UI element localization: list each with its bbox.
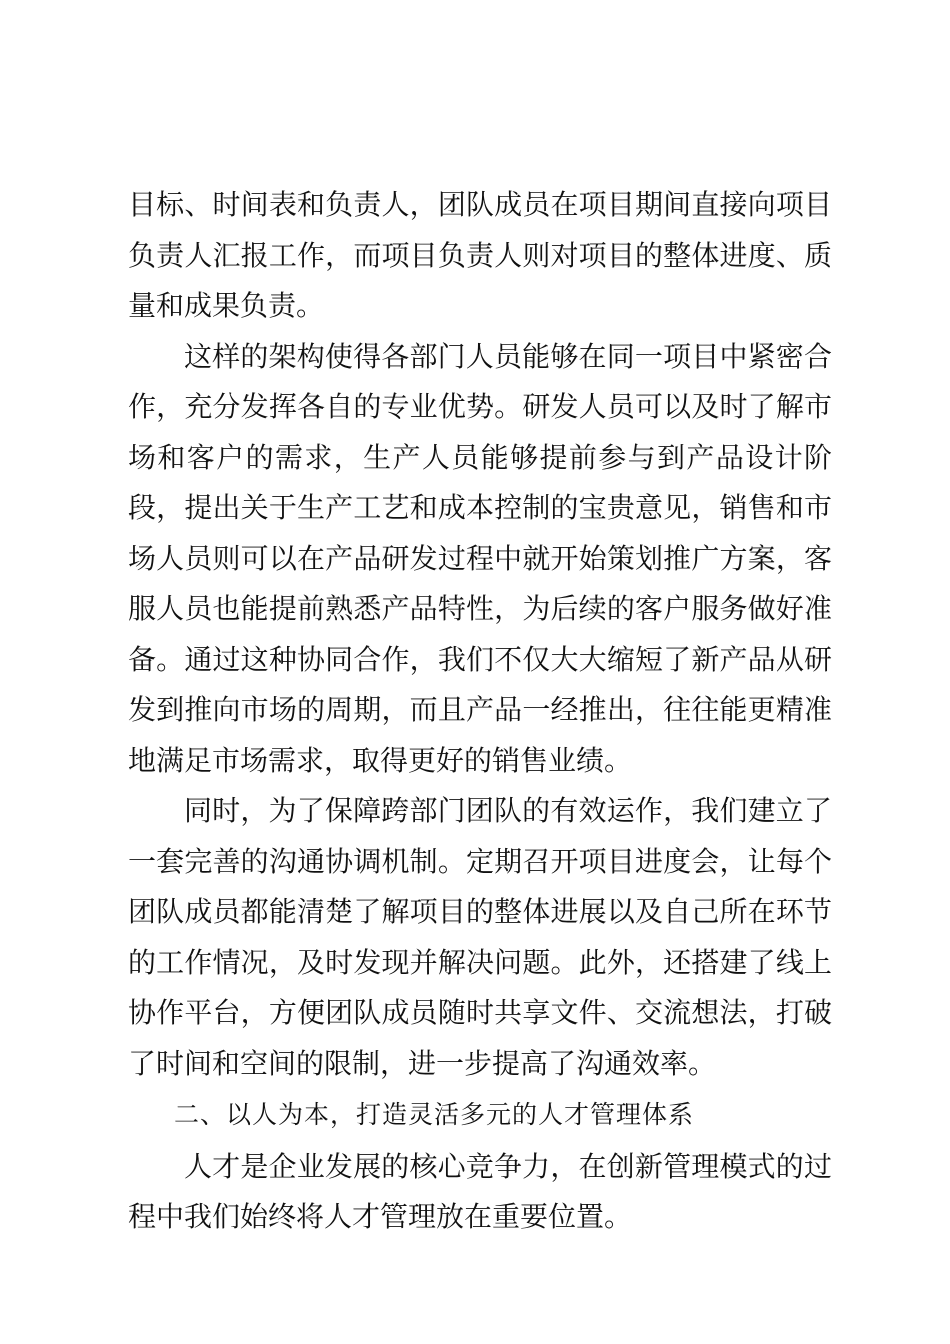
- paragraph-talent-management: 人才是企业发展的核心竞争力，在创新管理模式的过程中我们始终将人才管理放在重要位置。: [128, 1149, 832, 1233]
- section-heading: 二、以人为本，打造灵活多元的人才管理体系: [174, 1100, 695, 1129]
- paragraph-team-structure: 这样的架构使得各部门人员能够在同一项目中紧密合作，充分发挥各自的专业优势。研发人员可以及时了解市场和客户的需求，生产人员能够提前参与到产品设计阶段，提出关于生产工艺和成本控制的宝贵意见，销售和市场人员则可以在产品研发过程中就开始策划推广方案，客服人员也能提前熟悉产品特性，为后续的客户服务做好准备。通过这种协同合作，我们不仅大大缩短了新产品从研发到推向市场的周期，而且产品一经推出，往往能更精准地满足市场需求，取得更好的销售业绩。: [128, 339, 832, 777]
- paragraph-continuation: 目标、时间表和负责人，团队成员在项目期间直接向项目负责人汇报工作，而项目负责人则对项目的整体进度、质量和成果负责。: [128, 188, 832, 322]
- paragraph-communication-mechanism: 同时，为了保障跨部门团队的有效运作，我们建立了一套完善的沟通协调机制。定期召开项目进度会，让每个团队成员都能清楚了解项目的整体进展以及自己所在环节的工作情况，及时发现并解决问题。此外，还搭建了线上协作平台，方便团队成员随时共享文件、交流想法，打破了时间和空间的限制，进一步提高了沟通效率。: [128, 794, 832, 1080]
- document-body: [128, 180, 832, 1243]
